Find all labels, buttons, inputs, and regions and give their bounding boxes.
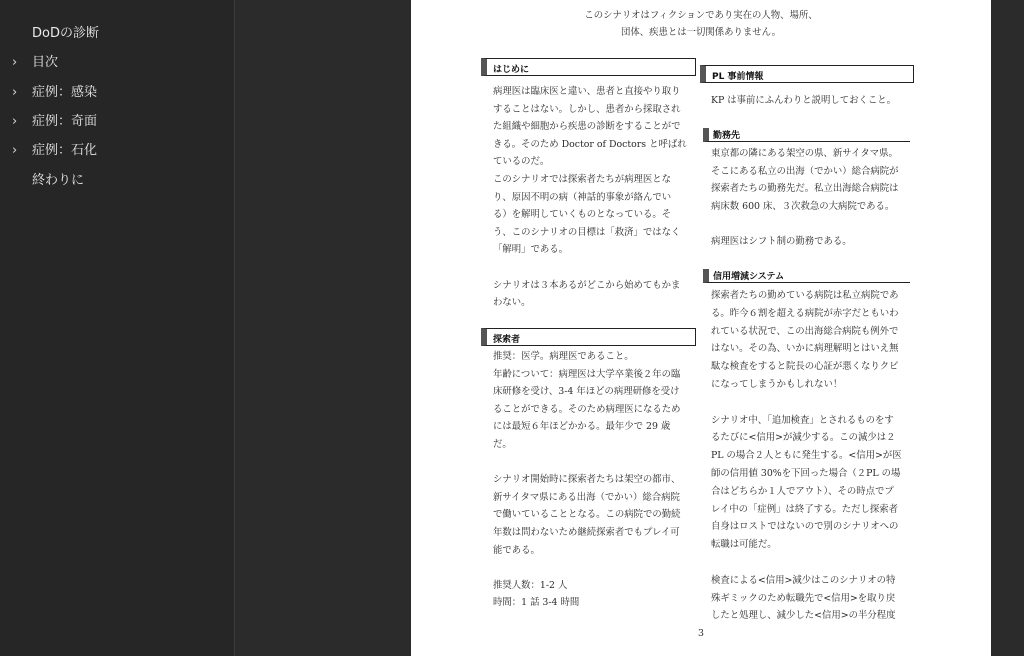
body-text-line: る。昨今６割を超える病院が赤字だともいわ bbox=[711, 307, 899, 319]
body-text-line: 新サイタマ県にある出海（でかい）総合病院 bbox=[493, 491, 680, 503]
body-text-line: はない。その為、いかに病理解明とはいえ無 bbox=[711, 343, 899, 355]
body-text-line: 探索者たちの勤務先だ。私立出海総合病院は bbox=[711, 183, 899, 195]
body-text-line: 検査による<信用>減少はこのシナリオの特 bbox=[711, 574, 896, 586]
document-page bbox=[411, 0, 991, 656]
body-text-line: 病床数 600 床、３次救急の大病院である。 bbox=[711, 200, 895, 212]
body-text-line: 駄な検査をすると院長の心証が悪くなりクビ bbox=[711, 361, 899, 373]
page-number: 3 bbox=[698, 628, 704, 639]
body-text-line: することはない。しかし、患者から採取され bbox=[493, 103, 681, 115]
body-text-line: 「解明」である。 bbox=[493, 244, 569, 256]
body-text-line: KP は事前にふんわりと説明しておくこと。 bbox=[711, 95, 897, 106]
toc-item-label: 終わりに bbox=[32, 173, 85, 188]
toc-item-diagnosis[interactable] bbox=[0, 21, 234, 47]
toc-item-label: 症例：感染 bbox=[32, 85, 98, 100]
body-text-line: 転職は可能だ。 bbox=[711, 539, 777, 551]
body-text-line: わない。 bbox=[493, 297, 531, 309]
body-text-line: 師の信用値 30%を下回った場合（２PL の場 bbox=[711, 468, 901, 479]
body-text-line: 自身はロストではないので別のシナリオへの bbox=[711, 521, 899, 533]
body-text-line: 東京都の隣にある架空の県、新サイタマ県。 bbox=[711, 148, 898, 159]
section-heading-workplace: 勤務先 bbox=[703, 128, 910, 142]
body-text-line: 時間：1 話 3-4 時間 bbox=[493, 597, 580, 609]
toc-item-case-petrify[interactable] bbox=[0, 138, 234, 164]
body-text-line: 床研修を受け、3-4 年ほどの病理研修を受け bbox=[493, 386, 680, 398]
body-text-line: 推奨：医学。病理医であること。 bbox=[493, 351, 634, 362]
chevron-right-icon[interactable]: › bbox=[12, 85, 18, 100]
body-text-line: きる。そのため Doctor of Doctors と呼ばれ bbox=[493, 138, 687, 150]
section-heading-credit-system: 信用増減システム bbox=[703, 269, 910, 283]
body-text-line: 病理医はシフト制の勤務である。 bbox=[711, 236, 852, 247]
body-text-line: 病理医は臨床医と違い、患者と直接やり取り bbox=[493, 86, 681, 97]
disclaimer-line: このシナリオはフィクションであり実在の人物、場所、 bbox=[584, 10, 818, 21]
body-text-line: ているのだ。 bbox=[493, 156, 550, 168]
body-text-line: シナリオ開始時に探索者たちは架空の都市、 bbox=[493, 474, 681, 486]
toc-item-label: 症例：石化 bbox=[32, 143, 98, 158]
toc-item-label: 目次 bbox=[32, 55, 59, 70]
body-text-line: 推奨人数：1-2 人 bbox=[493, 579, 568, 591]
section-heading-intro: はじめに bbox=[481, 58, 696, 76]
toc-item-label: DoDの診断 bbox=[32, 26, 99, 41]
body-text-line: したと処理し、減少した<信用>の半分程度 bbox=[711, 610, 896, 622]
body-text-line: 合はどちらか１人でアウト）、その時点でプ bbox=[711, 485, 894, 497]
body-text-line: PL の場合２人ともに発生する。<信用>が医 bbox=[711, 450, 902, 462]
chevron-right-icon[interactable]: › bbox=[12, 55, 18, 70]
body-text-line: シナリオは３本あるがどこから始めてもかま bbox=[493, 279, 681, 291]
section-heading-pl-info: PL 事前情報 bbox=[700, 65, 914, 83]
body-text-line: だ。 bbox=[493, 439, 512, 450]
body-text-line: そこにある私立の出海（でかい）総合病院が bbox=[711, 165, 899, 177]
body-text-line: 能である。 bbox=[493, 544, 540, 556]
body-text-line: 殊ギミックのため転職先で<信用>を取り戻 bbox=[711, 592, 896, 604]
toc-item-case-infection[interactable] bbox=[0, 80, 234, 106]
disclaimer-line: 団体、疾患とは一切関係ありません。 bbox=[621, 27, 781, 38]
chevron-right-icon[interactable]: › bbox=[12, 143, 18, 158]
section-heading-investigator: 探索者 bbox=[481, 328, 696, 346]
body-text-line: には最短６年ほどかかる。最年少で 29 歳 bbox=[493, 421, 671, 433]
body-text-line: このシナリオでは探索者たちが病理医とな bbox=[493, 174, 672, 185]
body-text-line: れている状況で、この出海総合病院も例外で bbox=[711, 325, 899, 337]
body-text-line: で働いていることとなる。この病院での勤続 bbox=[493, 509, 681, 521]
toc-item-ending[interactable] bbox=[0, 168, 234, 194]
body-text-line: 探索者たちの勤めている病院は私立病院であ bbox=[711, 290, 899, 301]
toc-item-contents[interactable] bbox=[0, 50, 234, 76]
body-text-line: るたびに<信用>が減少する。この減少は２ bbox=[711, 432, 896, 444]
body-text-line: になってしまうかもしれない！ bbox=[711, 379, 843, 390]
toc-item-case-face[interactable] bbox=[0, 109, 234, 135]
body-text-line: う、このシナリオの目標は「救済」ではなく bbox=[493, 226, 681, 238]
body-text-line: 年齢について：病理医は大学卒業後２年の臨 bbox=[493, 368, 681, 380]
toc-sidebar bbox=[0, 0, 235, 656]
body-text-line: り、原因不明の病（神話的事象が絡んでい bbox=[493, 191, 672, 203]
chevron-right-icon[interactable]: › bbox=[12, 114, 18, 129]
toc-item-label: 症例：奇面 bbox=[32, 114, 98, 129]
body-text-line: た組織や細胞から疾患の診断をすることがで bbox=[493, 121, 681, 133]
body-text-line: 年数は問わないため継続探索者でもプレイ可 bbox=[493, 527, 680, 538]
body-text-line: る）を解明していくものとなっている。そ bbox=[493, 209, 672, 221]
body-text-line: ることができる。そのため病理医になるため bbox=[493, 403, 681, 415]
body-text-line: シナリオ中、「追加検査」とされるものをす bbox=[711, 414, 894, 426]
body-text-line: レイ中の「症例」は終了する。ただし探索者 bbox=[711, 503, 899, 515]
